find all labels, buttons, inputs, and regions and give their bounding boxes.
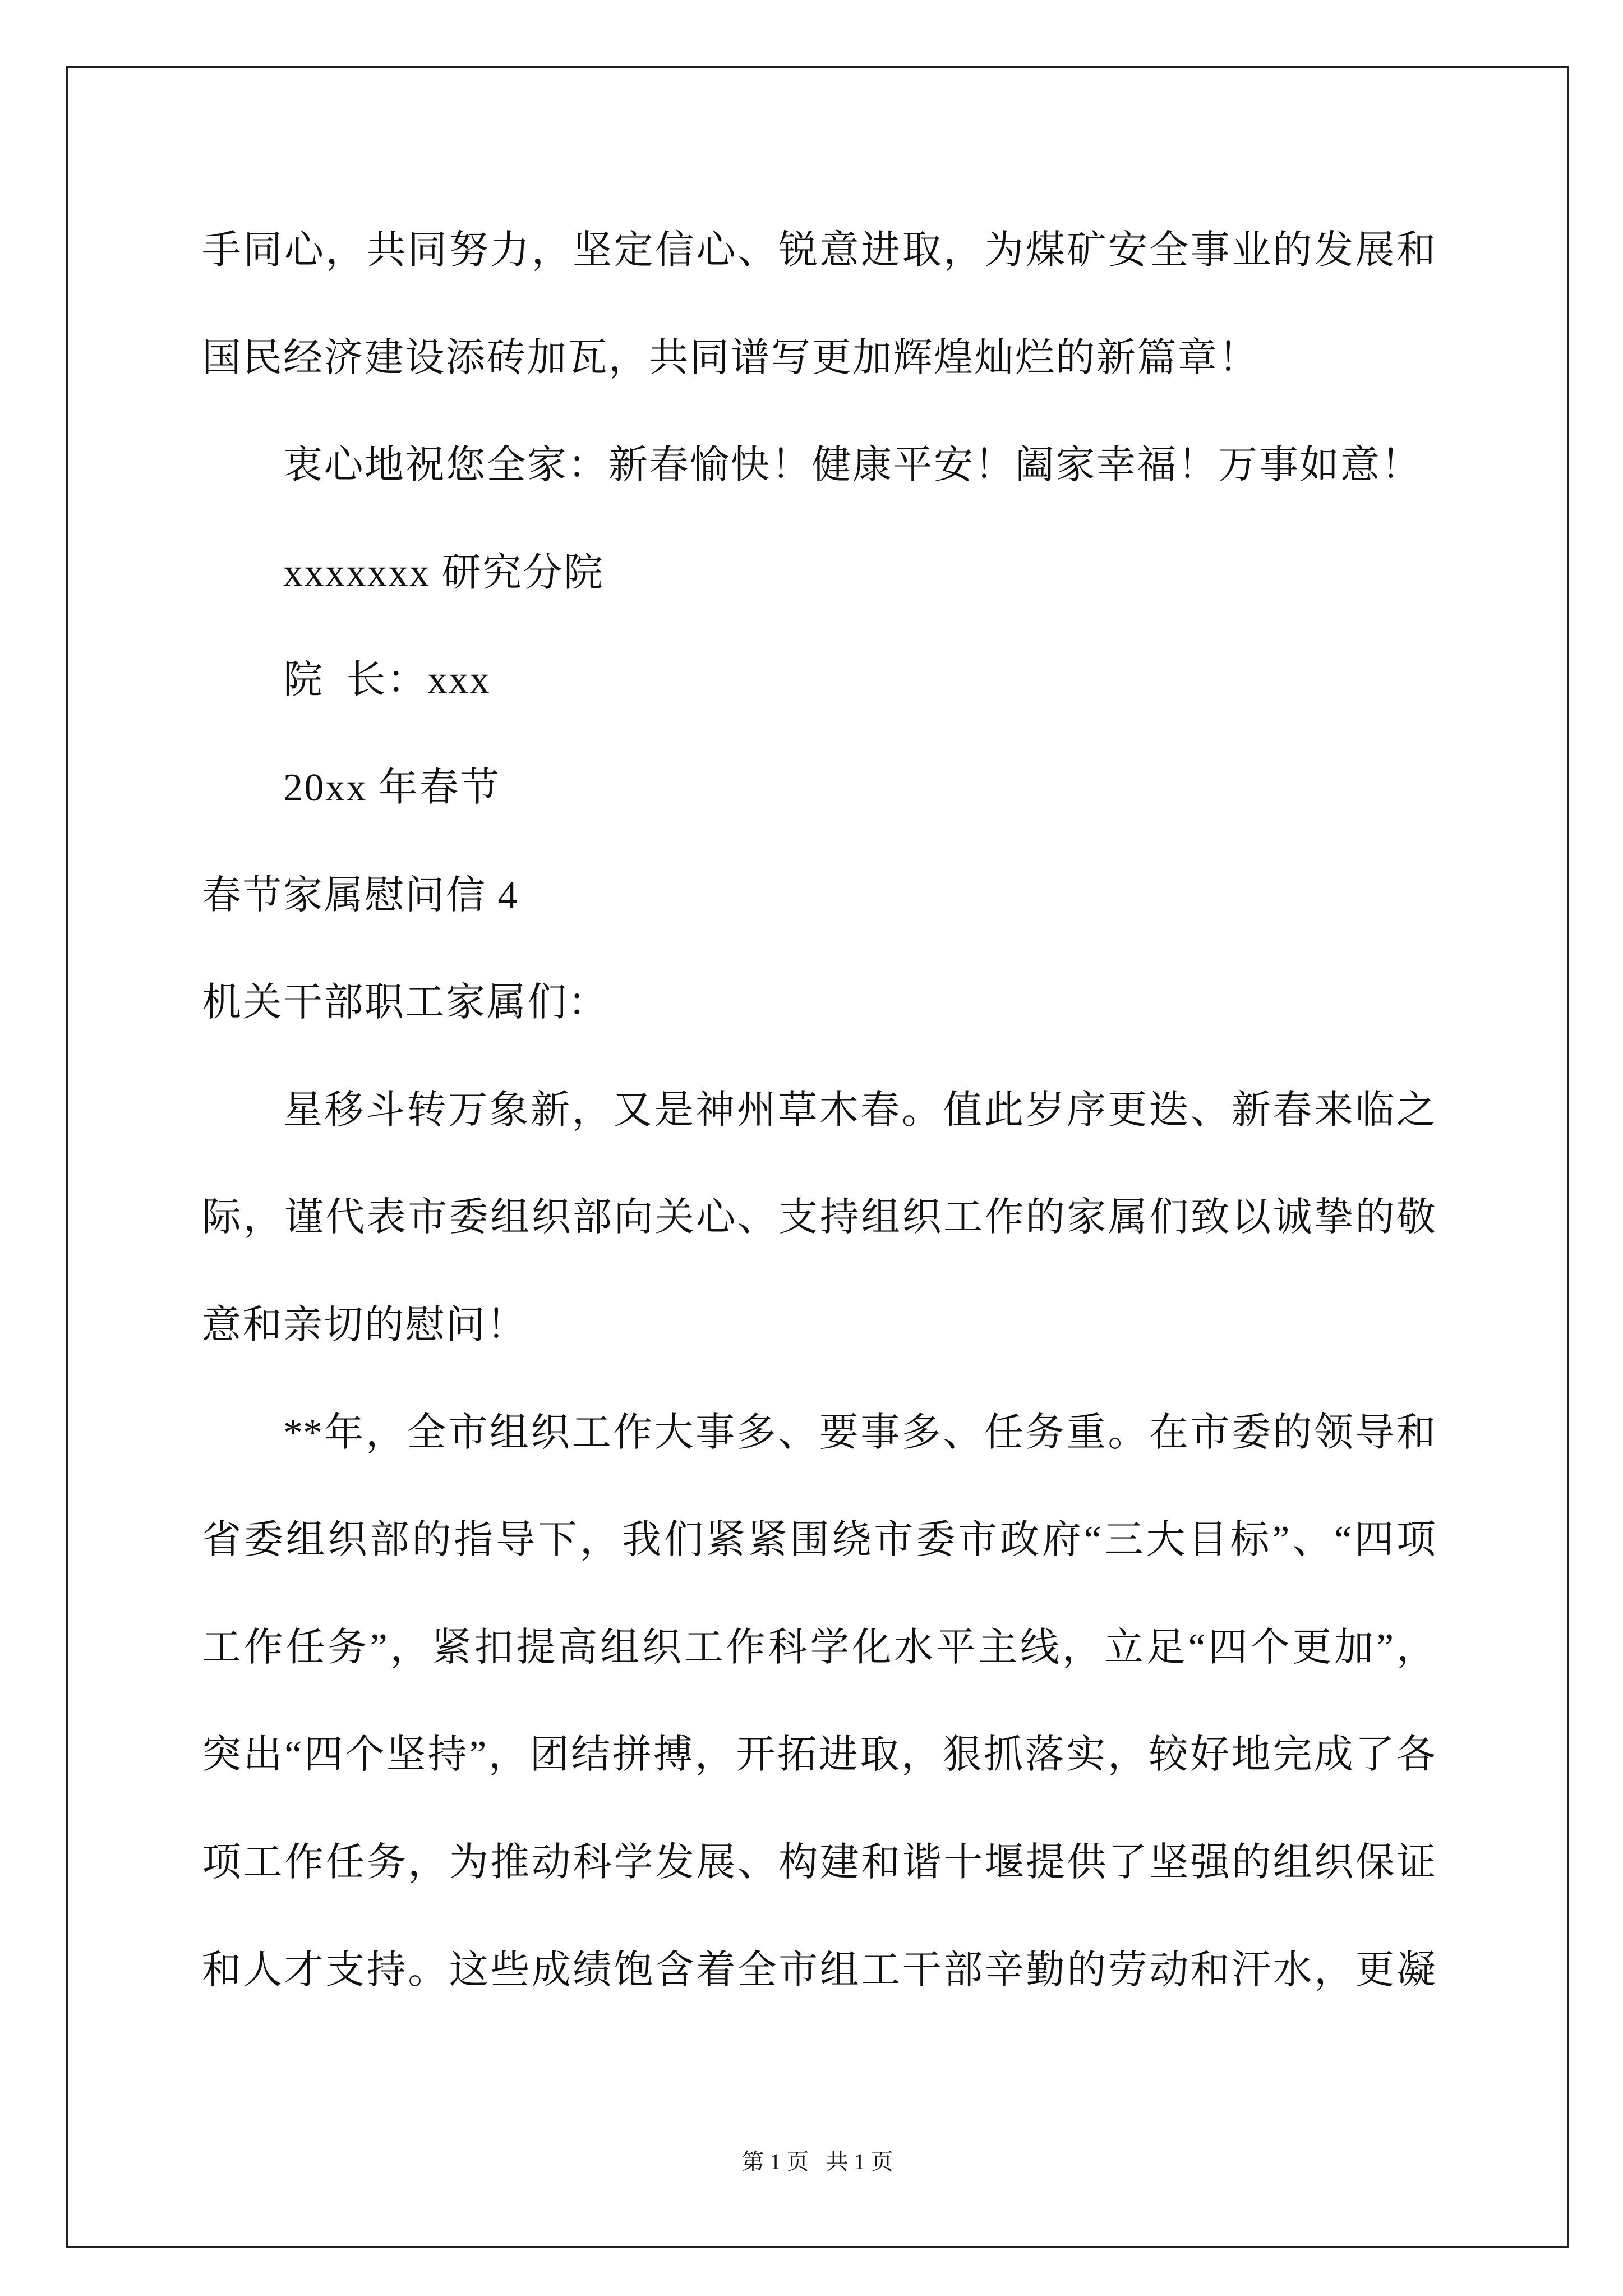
closing-wishes: 衷心地祝您全家：新春愉快！健康平安！阖家幸福！万事如意！: [283, 444, 1422, 487]
paragraph-line: 省委组织部的指导下，我们紧紧围绕市委市政府“三大目标”、“四项: [202, 1519, 1436, 1562]
paragraph-line: 际，谨代表市委组织部向关心、支持组织工作的家属们致以诚挚的敬: [202, 1196, 1436, 1239]
letter-title: 春节家属慰问信 4: [202, 874, 519, 917]
body-text-line: 手同心，共同努力，坚定信心、锐意进取，为煤矿安全事业的发展和: [202, 229, 1436, 272]
paragraph-line: 工作任务”，紧扣提高组织工作科学化水平主线，立足“四个更加”，: [202, 1626, 1436, 1669]
paragraph-line: 突出“四个坚持”，团结拼搏，开拓进取，狠抓落实，较好地完成了各: [202, 1733, 1436, 1777]
page-number-footer: 第 1 页 共 1 页: [741, 2149, 893, 2174]
paragraph-line: 星移斗转万象新，又是神州草木春。值此岁序更迭、新春来临之: [283, 1089, 1436, 1132]
paragraph-line: **年，全市组织工作大事多、要事多、任务重。在市委的领导和: [283, 1411, 1436, 1455]
signature-signatory: 院 长：xxx: [283, 659, 491, 702]
page-border: [66, 66, 1569, 2248]
paragraph-line: 和人才支持。这些成绩饱含着全市组工干部辛勤的劳动和汗水，更凝: [202, 1949, 1436, 1992]
signature-date: 20xx 年春节: [283, 766, 501, 809]
paragraph-line: 意和亲切的慰问！: [202, 1304, 527, 1347]
signature-organization: xxxxxxx 研究分院: [283, 551, 605, 595]
salutation: 机关干部职工家属们：: [202, 981, 608, 1024]
body-text-line: 国民经济建设添砖加瓦，共同谱写更加辉煌灿烂的新篇章！: [202, 337, 1259, 380]
paragraph-line: 项工作任务，为推动科学发展、构建和谐十堰提供了坚强的组织保证: [202, 1841, 1436, 1884]
